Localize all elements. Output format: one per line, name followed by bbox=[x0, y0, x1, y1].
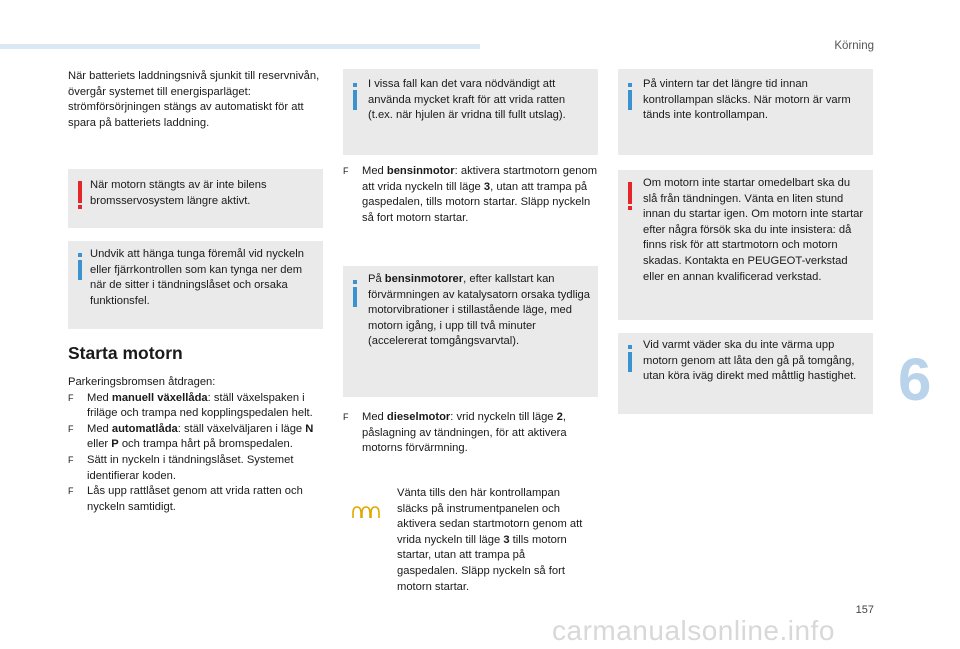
page-number: 157 bbox=[855, 604, 874, 616]
section-title: Körning bbox=[834, 40, 874, 52]
watermark: carmanualsonline.info bbox=[552, 615, 835, 646]
petrol-step bbox=[343, 164, 598, 226]
battery-intro-text: När batteriets laddningsnivå sjunkit till reservnivån, övergår systemet till energisparläget: strömförsörjningen stängs av automatiskt för att spara på batteriets laddning. bbox=[68, 70, 320, 129]
info-box-winter bbox=[618, 69, 873, 155]
section-heading-start-engine: Starta motorn bbox=[68, 343, 183, 363]
list-item: F Med automatlåda: ställ växelväljaren i läge N eller P och trampa hårt på bromspedalen. bbox=[68, 422, 314, 451]
parking-brake-intro: Parkeringsbromsen åtdragen: bbox=[68, 376, 216, 388]
list-item: F Lås upp rattlåset genom att vrida ratten och nyckeln samtidigt. bbox=[68, 485, 303, 513]
arrow-bullet-icon: F bbox=[68, 454, 74, 465]
info-text: Vid varmt väder ska du inte värma upp motorn genom att låta den gå på tomgång, utan köra iväg direkt med måttlig hastighet. bbox=[643, 339, 857, 383]
info-box-warm-weather bbox=[618, 333, 873, 414]
warning-text: Om motorn inte startar omedelbart ska du slå från tändningen. Vänta en liten stund innan du startar igen. Om motorn inte startar efter några försök ska du inte insistera: då finns risk för att startmotorn och motorn skadas. Kontakta en PEUGEOT-verkstad eller en annan kvalificerad verkstad. bbox=[643, 177, 864, 283]
arrow-bullet-icon: F bbox=[343, 166, 349, 176]
info-box-petrol-engines bbox=[343, 266, 598, 397]
info-text: På bensinmotorer, efter kallstart kan förvärmningen av katalysatorn orsaka tydliga motorvibrationer i stillastående läge, med motorn igång, i upp till två minuter (accelererat tomgångsvarvtal). bbox=[368, 273, 590, 348]
header-bar bbox=[0, 44, 480, 49]
arrow-bullet-icon: F bbox=[68, 486, 74, 497]
start-steps bbox=[68, 375, 326, 515]
info-text: Undvik att hänga tunga föremål vid nyckeln eller fjärrkontrollen som kan tynga ner dem när de sitter i tändningslåset och orsaka funktionsfel. bbox=[90, 248, 304, 307]
info-text: På vintern tar det längre tid innan kontrollampan släcks. När motorn är varm tänds inte kontrollampan. bbox=[643, 78, 851, 122]
glow-plug-coil-icon bbox=[352, 505, 380, 519]
warning-box-start-failure bbox=[618, 170, 873, 320]
warning-box-brake bbox=[68, 169, 323, 228]
warning-text: När motorn stängts av är inte bilens bromsservosystem längre aktivt. bbox=[90, 179, 267, 207]
arrow-bullet-icon: F bbox=[68, 392, 74, 403]
list-item: F Med dieselmotor: vrid nyckeln till läge 2, påslagning av tändningen, för att aktivera motorns förvärmning. bbox=[343, 411, 567, 455]
arrow-bullet-icon: F bbox=[343, 412, 349, 422]
list-item: F Sätt in nyckeln i tändningslåset. Systemet identifierar koden. bbox=[68, 453, 294, 482]
list-item: F Med bensinmotor: aktivera startmotorn genom att vrida nyckeln till läge 3, utan att trampa på gaspedalen, tills motorn startar. Släpp nyckeln så fort motorn startar. bbox=[343, 165, 598, 224]
preheat-note: Vänta tills den här kontrollampan släcks på instrumentpanelen och aktivera sedan startmotorn genom att vrida nyckeln till läge 3 tills motorn startar, utan att trampa på gaspedalen. Släpp nyckeln så fort motorn startar. bbox=[397, 487, 583, 593]
info-box-steering bbox=[343, 69, 598, 155]
info-box-keychain bbox=[68, 241, 323, 329]
diesel-step bbox=[343, 410, 598, 457]
list-item: F Med manuell växellåda: ställ växelspaken i friläge och trampa ned kopplingspedalen helt. bbox=[68, 391, 313, 420]
chapter-number: 6 bbox=[898, 346, 932, 413]
arrow-bullet-icon: F bbox=[68, 423, 74, 434]
info-text: I vissa fall kan det vara nödvändigt att använda mycket kraft för att vrida ratten (t.ex. när hjulen är vridna till fullt utslag). bbox=[368, 78, 566, 122]
